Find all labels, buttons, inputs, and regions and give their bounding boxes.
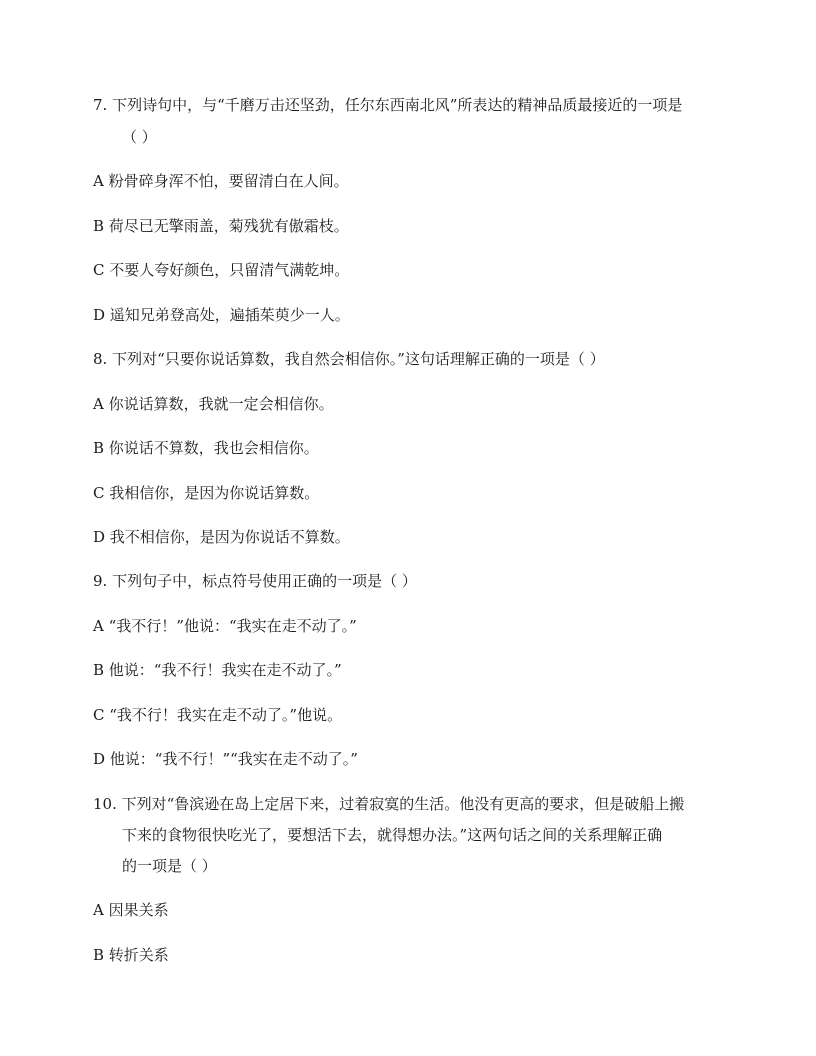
question-10-option-a: A 因果关系 — [93, 901, 169, 919]
question-7-option-c: C 不要人夸好颜色，只留清气满乾坤。 — [93, 261, 350, 279]
question-8-option-c: C 我相信你，是因为你说话算数。 — [93, 484, 320, 502]
question-8-option-d: D 我不相信你，是因为你说话不算数。 — [93, 528, 350, 546]
question-10-stem-line-3: 的一项是（ ） — [122, 857, 217, 875]
question-10-option-b: B 转折关系 — [93, 946, 169, 964]
question-9-option-c: C “我不行！我实在走不动了。”他说。 — [93, 706, 343, 724]
question-10-stem: 10. 下列对“鲁滨逊在岛上定居下来，过着寂寞的生活。他没有更高的要求，但是破船上搬 — [93, 795, 685, 813]
question-9-option-b: B 他说：“我不行！我实在走不动了。” — [93, 661, 342, 679]
question-8-stem: 8. 下列对“只要你说话算数，我自然会相信你。”这句话理解正确的一项是（ ） — [93, 350, 605, 368]
question-8-option-b: B 你说话不算数，我也会相信你。 — [93, 439, 319, 457]
question-7-option-a: A 粉骨碎身浑不怕，要留清白在人间。 — [93, 172, 349, 190]
question-7-stem-continued: （ ） — [122, 128, 157, 146]
question-9-option-a: A “我不行！”他说：“我实在走不动了。” — [93, 617, 357, 635]
question-7-option-d: D 遥知兄弟登高处，遍插茱萸少一人。 — [93, 306, 350, 324]
question-10-stem-line-2: 下来的食物很快吃光了，要想活下去，就得想办法。”这两句话之间的关系理解正确 — [122, 826, 663, 844]
question-8-option-a: A 你说话算数，我就一定会相信你。 — [93, 395, 334, 413]
question-9-option-d: D 他说：“我不行！”“我实在走不动了。” — [93, 750, 358, 768]
question-9-stem: 9. 下列句子中，标点符号使用正确的一项是（ ） — [93, 572, 417, 590]
question-7-stem: 7. 下列诗句中，与“千磨万击还坚劲，任尔东西南北风”所表达的精神品质最接近的一项是 — [93, 96, 683, 114]
question-7-option-b: B 荷尽已无擎雨盖，菊残犹有傲霜枝。 — [93, 217, 349, 235]
